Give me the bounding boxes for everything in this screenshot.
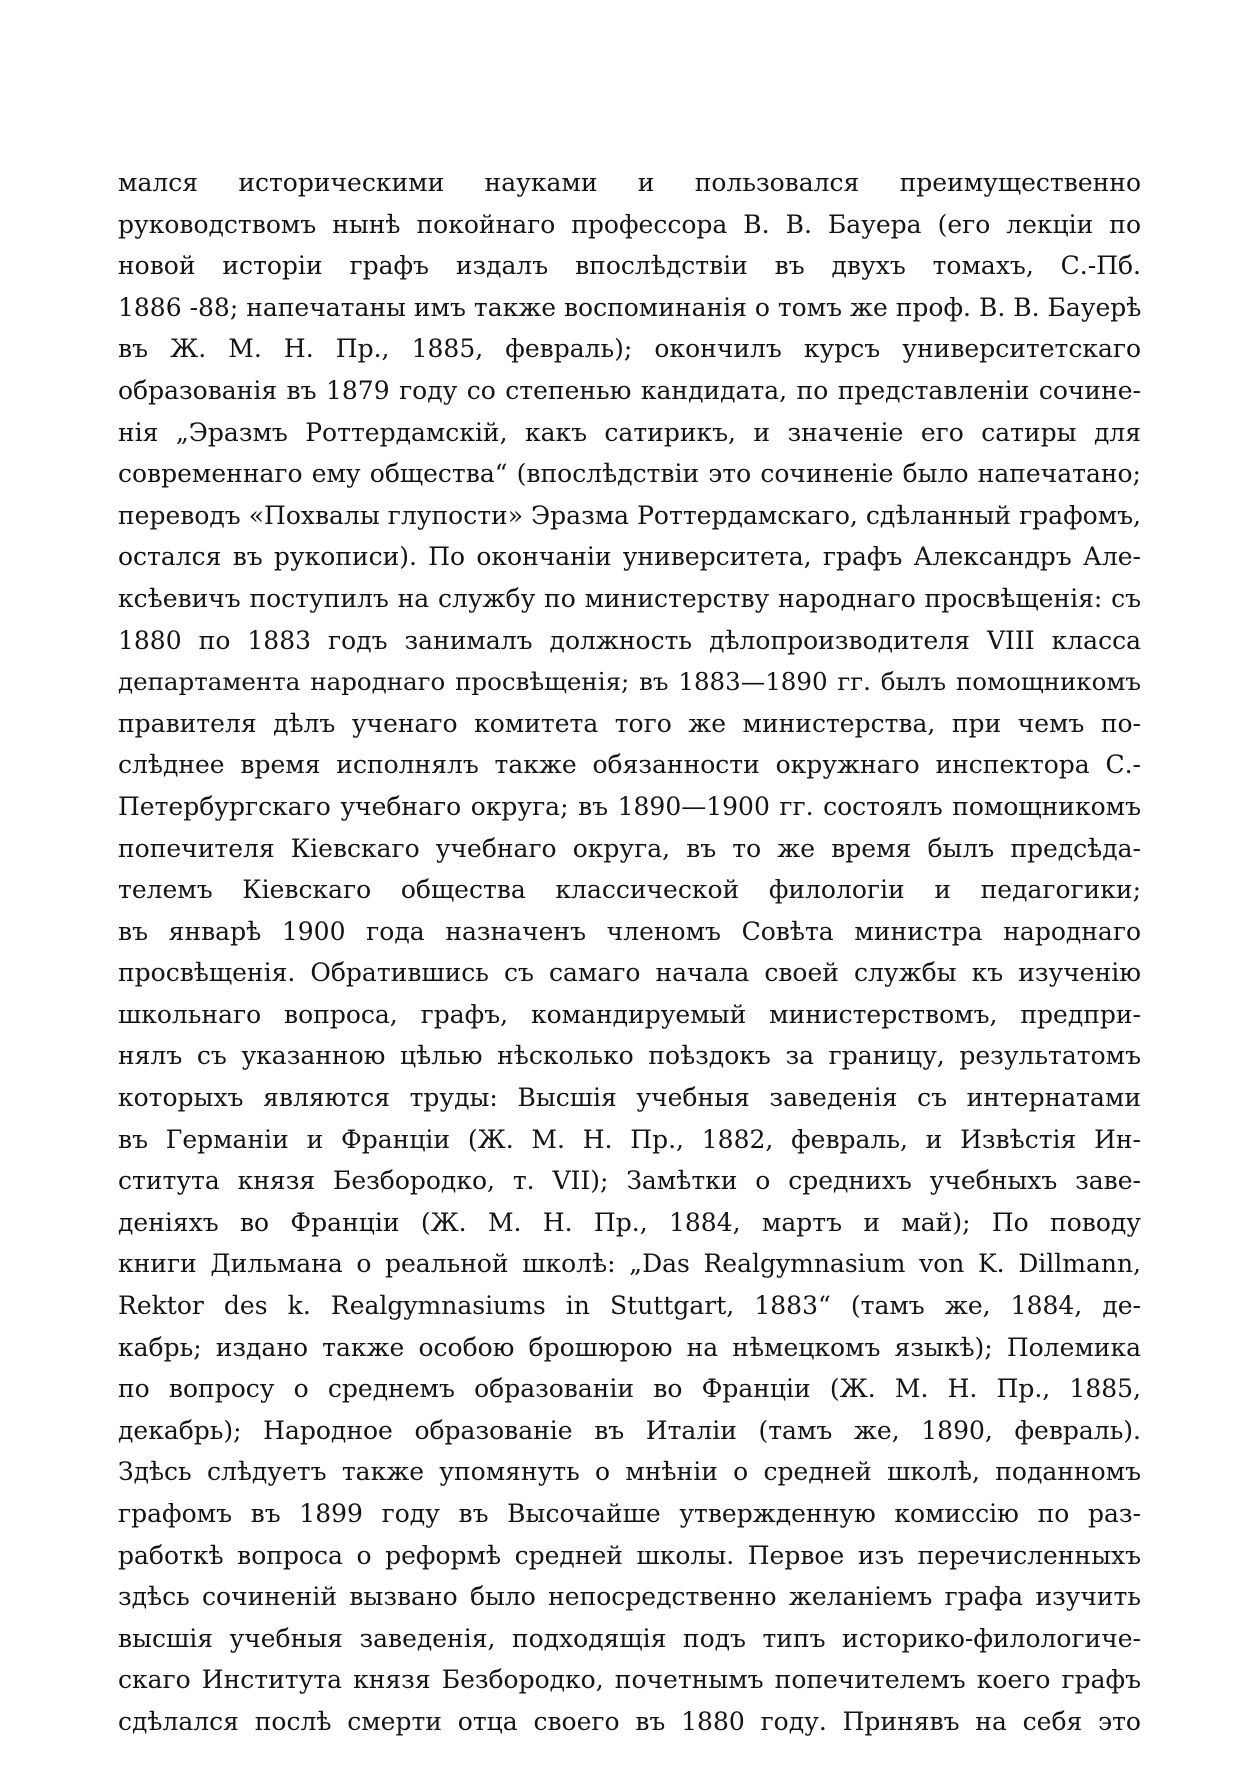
body-text <box>118 162 1141 1743</box>
text-line: скаго Института князя Безбородко, почетнымъ попечителемъ коего графъ <box>118 1665 1141 1695</box>
text-line: здѣсь сочиненій вызвано было непосредственно желаніемъ графа изучить <box>118 1582 1141 1612</box>
text-line: работкѣ вопроса о реформѣ средней школы. Первое изъ перечисленныхъ <box>118 1540 1141 1570</box>
text-line: просвѣщенія. Обратившись съ самаго начала своей службы къ изученію <box>118 958 1141 988</box>
text-line: остался въ рукописи). По окончаніи университета, графъ Александръ Але- <box>118 542 1141 572</box>
text-line: деніяхъ во Франціи (Ж. М. Н. Пр., 1884, мартъ и май); По поводу <box>118 1207 1141 1237</box>
text-line: которыхъ являются труды: Высшія учебныя заведенія съ интернатами <box>118 1083 1141 1113</box>
text-line: телемъ Кіевскаго общества классической филологіи и педагогики; <box>118 875 1141 905</box>
text-line: Петербургскаго учебнаго округа; въ 1890—1900 гг. состоялъ помощникомъ <box>118 791 1141 821</box>
text-line: кабрь; издано также особою брошюрою на нѣмецкомъ языкѣ); Полемика <box>118 1332 1141 1362</box>
text-line: по вопросу о среднемъ образованіи во Франціи (Ж. М. Н. Пр., 1885, <box>118 1374 1141 1404</box>
text-line: ксѣевичъ поступилъ на службу по министерству народнаго просвѣщенія: съ <box>118 583 1141 613</box>
text-line: новой исторіи графъ издалъ впослѣдствіи въ двухъ томахъ, С.-Пб. <box>118 251 1141 281</box>
text-line: 1880 по 1883 годъ занималъ должность дѣлопроизводителя VIII класса <box>118 625 1141 655</box>
text-line: попечителя Кіевскаго учебнаго округа, въ то же время былъ предсѣда- <box>118 833 1141 863</box>
text-line: нялъ съ указанною цѣлью нѣсколько поѣздокъ за границу, результатомъ <box>118 1041 1141 1071</box>
text-line: мался историческими науками и пользовался преимущественно <box>118 168 1141 197</box>
text-line: въ январѣ 1900 года назначенъ членомъ Совѣта министра народнаго <box>118 916 1141 946</box>
text-line: ститута князя Безбородко, т. VII); Замѣтки о среднихъ учебныхъ заве- <box>118 1166 1141 1196</box>
text-line: книги Дильмана о реальной школѣ: „Das Realgymnasium von K. Dillmann, <box>118 1249 1141 1279</box>
text-line: въ Германіи и Франціи (Ж. М. Н. Пр., 1882, февраль, и Извѣстія Ин- <box>118 1124 1141 1154</box>
text-line: высшія учебныя заведенія, подходящія подъ типъ историко-филологиче- <box>118 1623 1141 1653</box>
text-line: 1886 -88; напечатаны имъ также воспоминанія о томъ же проф. В. В. Бауерѣ <box>118 292 1141 322</box>
text-line: правителя дѣлъ ученаго комитета того же министерства, при чемъ по- <box>118 708 1141 738</box>
text-line: нія „Эразмъ Роттердамскій, какъ сатирикъ, и значеніе его сатиры для <box>118 417 1141 447</box>
text-line: современнаго ему общества“ (впослѣдствіи это сочиненіе было напечатано; <box>118 459 1141 489</box>
text-line: декабрь); Народное образованіе въ Италіи (тамъ же, 1890, февраль). <box>118 1415 1141 1445</box>
text-line: переводъ «Похвалы глупости» Эразма Роттердамскаго, сдѣланный графомъ, <box>118 500 1141 530</box>
text-line: Rektor des k. Realgymnasiums in Stuttgart, 1883“ (тамъ же, 1884, де- <box>118 1291 1141 1321</box>
text-line: образованія въ 1879 году со степенью кандидата, по представленіи сочине- <box>118 375 1141 405</box>
text-line: Здѣсь слѣдуетъ также упомянуть о мнѣніи о средней школѣ, поданномъ <box>118 1457 1141 1487</box>
text-line: сдѣлался послѣ смерти отца своего въ 1880 году. Принявъ на себя это <box>118 1706 1141 1736</box>
text-line: графомъ въ 1899 году въ Высочайше утвержденную комиссію по раз- <box>118 1499 1141 1528</box>
text-line: департамента народнаго просвѣщенія; въ 1883—1890 гг. былъ помощникомъ <box>118 667 1141 697</box>
text-line: школьнаго вопроса, графъ, командируемый министерствомъ, предпри- <box>118 999 1141 1029</box>
text-line: въ Ж. М. Н. Пр., 1885, февраль); окончилъ курсъ университетскаго <box>118 334 1141 364</box>
text-line: руководствомъ нынѣ покойнаго профессора В. В. Бауера (его лекціи по <box>118 209 1141 239</box>
text-line: слѣднее время исполнялъ также обязанности окружнаго инспектора С.- <box>118 750 1141 780</box>
